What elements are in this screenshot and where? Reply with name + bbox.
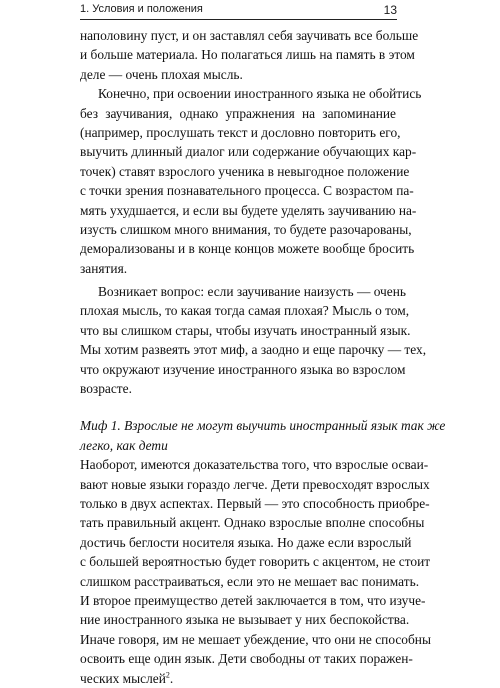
text-line: изусть слишком много внимания, то будете разочарованы,: [80, 221, 412, 237]
text-line: только в двух аспектах. Первый — это способность приобре-: [80, 495, 430, 511]
header-rule: [80, 19, 397, 20]
text-line: достичь беглости носителя языка. Но даже если взрослый: [80, 534, 412, 550]
myth-body: [80, 455, 431, 688]
text-line: что окружают изучение иностранного языка во взрослом: [80, 361, 406, 377]
text-line: с точки зрения познавательного процесса. С возрастом па-: [80, 183, 414, 199]
chapter-title: 1. Условия и положения: [80, 3, 203, 15]
footnote-ref[interactable]: 2: [165, 670, 170, 680]
text-line: Иначе говоря, им не мешает убеждение, что они не способны: [80, 631, 431, 647]
text-line: занятия.: [80, 260, 128, 276]
text-line: освоить еще один язык. Дети свободны от таких поражен-: [80, 651, 413, 667]
text-line: Конечно, при освоении иностранного языка не обойтись: [98, 86, 422, 102]
heading-line: Миф 1. Взрослые не могут выучить иностранный язык так же: [80, 418, 446, 434]
text-line: возрасте.: [80, 381, 132, 397]
text-line-last: [80, 669, 396, 688]
paragraph-memorization: [80, 84, 422, 278]
myth-heading: [80, 416, 446, 455]
text-line: что вы слишком стары, чтобы изучать иностранный язык.: [80, 322, 411, 338]
page-number: 13: [383, 3, 397, 17]
text-line: с большей вероятностью будет говорить с акцентом, не стоит: [80, 554, 431, 570]
text-line: ние иностранного языка не вызывает у них беспокойства.: [80, 612, 410, 628]
text-line: деморализованы и в конце концов можете вообще бросить: [80, 241, 415, 257]
last-line-end: .: [169, 670, 174, 686]
text-line: Мы хотим развеять этот миф, а заодно и еще парочку — тех,: [80, 342, 427, 358]
text-line: (например, прослушать текст и дословно повторить его,: [80, 124, 401, 140]
text-line: тать правильный акцент. Однако взрослые вполне способны: [80, 515, 425, 531]
text-line: вают новые языки гораздо легче. Дети превосходят взрослых: [80, 476, 430, 492]
text-line: выучить длинный диалог или содержание обучающих кар-: [80, 144, 417, 160]
text-line: плохая мысль, то какая тогда самая плохая? Мысль о том,: [80, 303, 410, 319]
text-line: мять ухудшается, и если вы будете уделять заучиванию на-: [80, 202, 417, 218]
running-header: [80, 3, 397, 16]
page-body: [80, 26, 446, 688]
paragraph-question: [80, 282, 427, 398]
text-line: без заучивания, однако упражнения на запоминание: [80, 105, 396, 121]
text-line: Наоборот, имеются доказательства того, что взрослые осваи-: [80, 457, 429, 473]
heading-line: легко, как дети: [80, 437, 168, 453]
paragraph-continuation: [80, 26, 419, 84]
text-line: деле — очень плохая мысль.: [80, 66, 243, 82]
text-line: и больше материала. Но полагаться лишь на память в этом: [80, 47, 415, 63]
last-line-text: ческих мыслей: [80, 670, 166, 686]
text-line: наполовину пуст, и он заставлял себя заучивать все больше: [80, 28, 419, 43]
text-line: Возникает вопрос: если заучивание наизусть — очень: [98, 284, 407, 300]
text-line: точек) ставят взрослого ученика в невыгодное положение: [80, 163, 410, 179]
text-line: И второе преимущество детей заключается в том, что изуче-: [80, 592, 426, 608]
text-line: слишком расстраиваться, если это не мешает вас понимать.: [80, 573, 420, 589]
